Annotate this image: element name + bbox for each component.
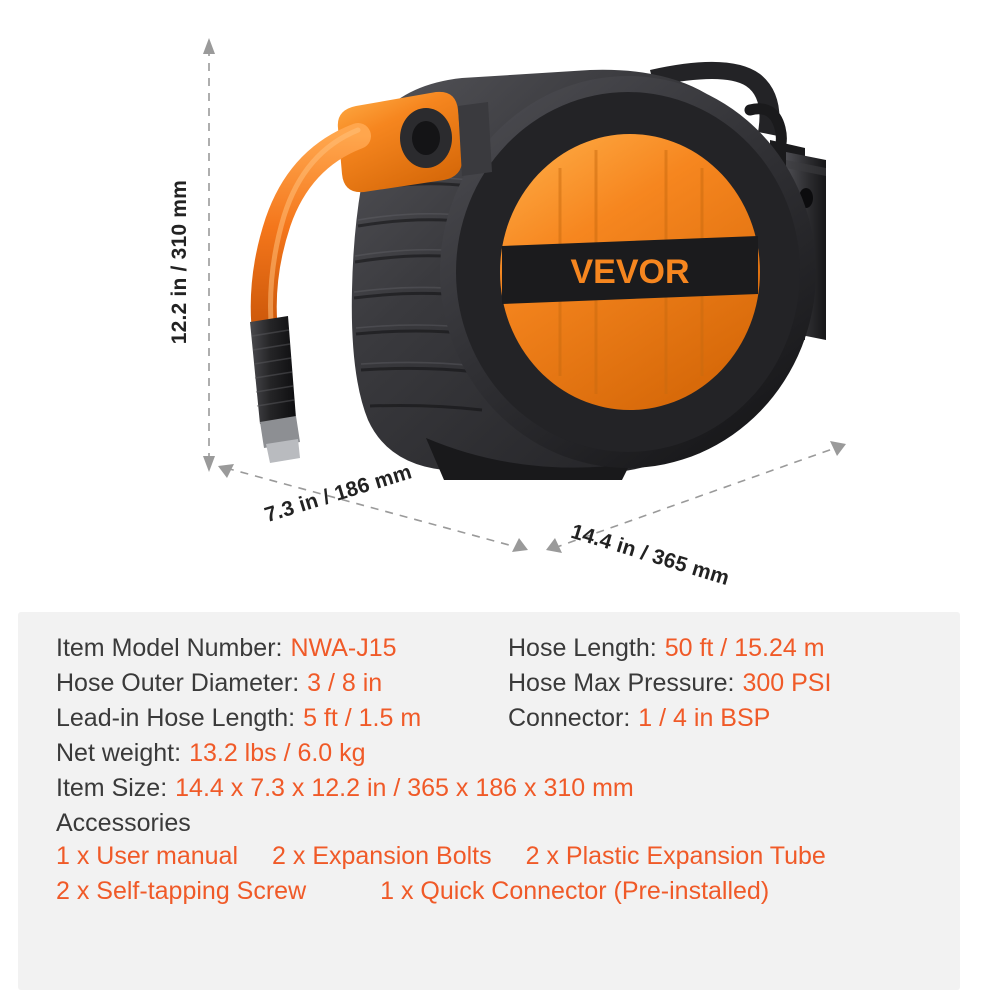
accessories-title: Accessories <box>56 809 191 837</box>
brand-logo: VEVOR <box>570 253 690 291</box>
spec-label: Lead-in Hose Length: <box>56 704 296 732</box>
spec-row <box>56 774 926 803</box>
spec-item-model-number <box>56 634 508 663</box>
accessory-item: 2 x Self-tapping Screw <box>56 877 307 905</box>
spec-value: NWA-J15 <box>290 634 397 662</box>
spec-hose-outer-diameter <box>56 669 508 698</box>
accessory-item: 1 x Quick Connector (Pre-installed) <box>380 877 770 905</box>
spec-row <box>56 739 926 768</box>
spec-lead-in-hose-length <box>56 704 508 733</box>
accessories-line-1 <box>56 842 926 871</box>
dimension-height-label: 12.2 in / 310 mm <box>168 180 191 345</box>
spec-label: Connector: <box>508 704 631 732</box>
spec-row <box>56 634 926 663</box>
spec-label: Hose Length: <box>508 634 657 662</box>
spec-value: 3 / 8 in <box>307 669 383 697</box>
spec-label: Hose Outer Diameter: <box>56 669 300 697</box>
spec-net-weight <box>56 739 366 768</box>
spec-value: 300 PSI <box>742 669 832 697</box>
spec-value: 50 ft / 15.24 m <box>664 634 825 662</box>
spec-connector <box>508 704 770 733</box>
spec-value: 14.4 x 7.3 x 12.2 in / 365 x 186 x 310 mm <box>175 774 634 802</box>
spec-value: 1 / 4 in BSP <box>638 704 771 732</box>
spec-label: Item Model Number: <box>56 634 283 662</box>
accessories-line-2 <box>56 877 926 906</box>
spec-label: Item Size: <box>56 774 168 802</box>
spec-item-size <box>56 774 634 803</box>
spec-row <box>56 704 926 733</box>
spec-panel <box>18 612 960 990</box>
spec-label: Net weight: <box>56 739 182 767</box>
spec-label: Hose Max Pressure: <box>508 669 735 697</box>
dimension-depth-label: 7.3 in / 186 mm <box>262 460 415 527</box>
spec-hose-length <box>508 634 825 663</box>
spec-value: 5 ft / 1.5 m <box>303 704 422 732</box>
accessory-item: 2 x Plastic Expansion Tube <box>525 842 826 870</box>
spec-hose-max-pressure <box>508 669 831 698</box>
accessory-item: 1 x User manual <box>56 842 239 870</box>
spec-value: 13.2 lbs / 6.0 kg <box>189 739 366 767</box>
accessory-item: 2 x Expansion Bolts <box>272 842 492 870</box>
spec-row <box>56 669 926 698</box>
dimension-width-label: 14.4 in / 365 mm <box>568 520 733 591</box>
